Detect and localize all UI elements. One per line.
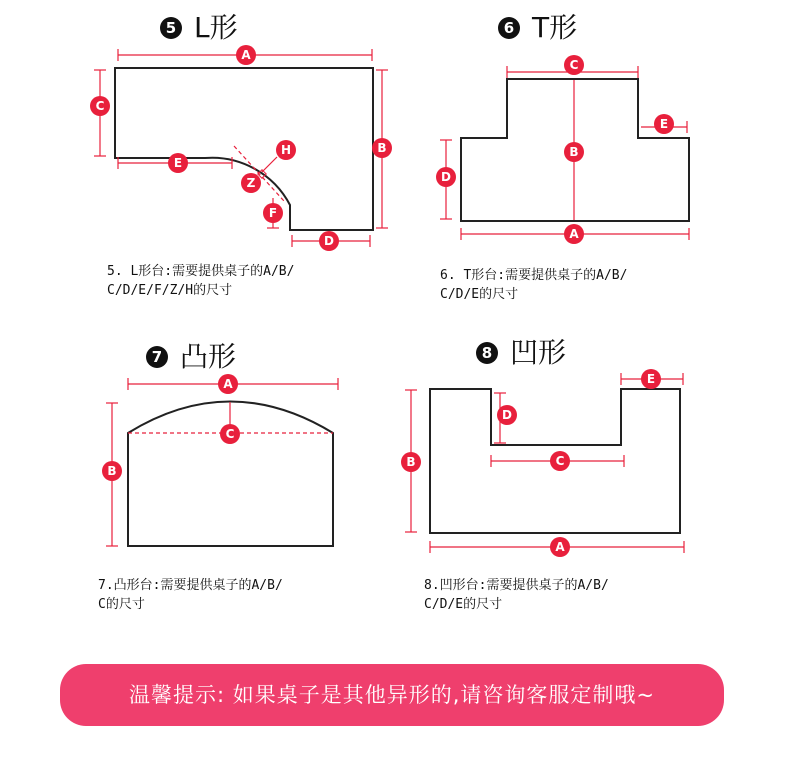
marker-b	[401, 452, 421, 472]
caption-t-shape	[440, 266, 627, 304]
svg-text:B: B	[569, 145, 579, 159]
svg-text:B: B	[406, 455, 416, 469]
caption-line: 6. T形台:需要提供桌子的A/B/	[440, 268, 628, 283]
svg-text:C: C	[555, 454, 565, 468]
svg-text:B: B	[377, 141, 387, 155]
caption-line: C/D/E/F/Z/H的尺寸	[107, 283, 233, 298]
convex-shape	[106, 378, 338, 546]
marker-e	[168, 153, 188, 173]
number-badge: 5	[160, 17, 182, 39]
marker-c	[220, 424, 240, 444]
svg-text:A: A	[223, 377, 233, 391]
marker-d	[319, 231, 339, 251]
svg-text:Z: Z	[246, 176, 256, 190]
svg-text:E: E	[173, 156, 183, 170]
svg-text:E: E	[659, 117, 669, 131]
caption-line: C的尺寸	[98, 597, 145, 612]
marker-c	[550, 451, 570, 471]
caption-concave-shape	[424, 576, 609, 614]
marker-a	[564, 224, 584, 244]
title-text: 凹形	[510, 336, 567, 369]
number-badge: 7	[146, 346, 168, 368]
svg-text:A: A	[241, 48, 251, 62]
svg-text:D: D	[324, 234, 334, 248]
caption-line: C/D/E的尺寸	[440, 287, 519, 302]
svg-text:D: D	[441, 170, 451, 184]
marker-h	[276, 140, 296, 160]
title-text: 凸形	[180, 340, 237, 373]
caption-line: 8.凹形台:需要提供桌子的A/B/	[424, 578, 609, 593]
tip-banner	[60, 664, 724, 726]
marker-a	[218, 374, 238, 394]
number-badge: 8	[476, 342, 498, 364]
svg-text:A: A	[555, 540, 565, 554]
marker-c	[564, 55, 584, 75]
marker-z	[241, 173, 261, 193]
marker-b	[564, 142, 584, 162]
marker-b	[372, 138, 392, 158]
svg-text:B: B	[107, 464, 117, 478]
svg-text:C: C	[569, 58, 579, 72]
marker-c	[90, 96, 110, 116]
svg-text:F: F	[268, 206, 278, 220]
tip-text: 温馨提示: 如果桌子是其他异形的,请咨询客服定制哦~	[128, 683, 656, 707]
title-text: L形	[194, 11, 238, 44]
svg-text:H: H	[280, 143, 292, 157]
svg-text:C: C	[95, 99, 105, 113]
caption-line: C/D/E的尺寸	[424, 597, 503, 612]
marker-a	[550, 537, 570, 557]
marker-e	[641, 369, 661, 389]
marker-d	[436, 167, 456, 187]
caption-convex-shape	[98, 576, 283, 614]
marker-f	[263, 203, 283, 223]
l-shape-outline	[115, 68, 373, 230]
svg-text:C: C	[225, 427, 235, 441]
marker-e	[654, 114, 674, 134]
caption-l-shape	[107, 262, 294, 300]
svg-text:A: A	[569, 227, 579, 241]
marker-b	[102, 461, 122, 481]
marker-a	[236, 45, 256, 65]
title-text: T形	[532, 11, 578, 44]
l-shape	[94, 49, 388, 247]
number-badge: 6	[498, 17, 520, 39]
marker-d	[497, 405, 517, 425]
caption-line: 5. L形台:需要提供桌子的A/B/	[107, 264, 295, 279]
concave-shape	[405, 373, 684, 553]
svg-text:E: E	[646, 372, 656, 386]
svg-text:D: D	[502, 408, 512, 422]
caption-line: 7.凸形台:需要提供桌子的A/B/	[98, 578, 283, 593]
